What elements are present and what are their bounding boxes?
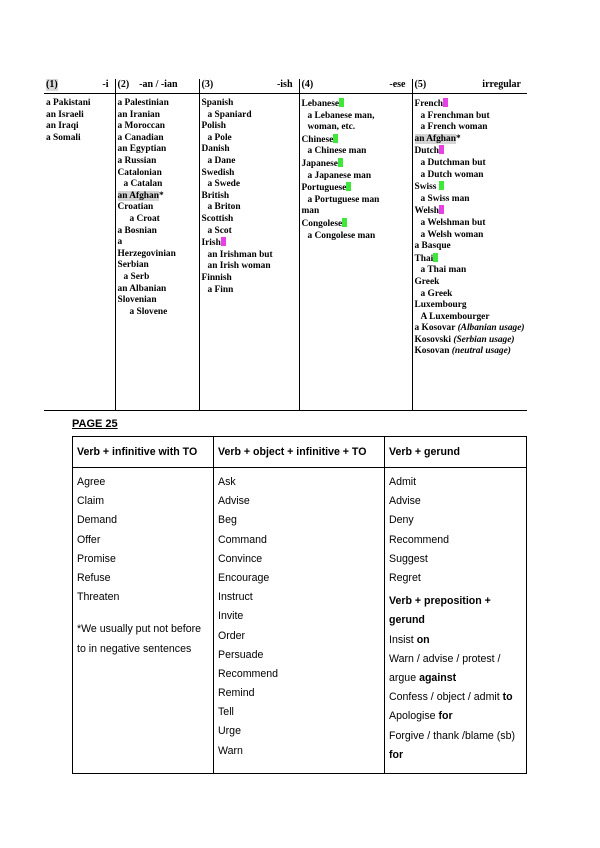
verb-item: Suggest (389, 552, 428, 565)
prep-verb: Insist (389, 633, 414, 646)
pink-highlight-mark (439, 205, 444, 214)
verb-item: Encourage (218, 571, 270, 584)
nationality-entry: a Croat (129, 213, 160, 224)
welsh-label: Welsh (414, 206, 439, 217)
nationality-entry: an Albanian (117, 283, 167, 294)
verb-item: Urge (218, 725, 241, 738)
nationality-entry: an Iranian (117, 109, 160, 120)
verb-item: Instruct (218, 591, 253, 604)
verb-item: Regret (389, 571, 421, 584)
nationality-entry-thai (415, 253, 526, 266)
col-number: (2) (117, 79, 130, 90)
nationality-entry: Serbian (117, 260, 149, 271)
col-i-cell (44, 94, 115, 411)
asterisk-mark: * (455, 133, 461, 144)
verb-item: Promise (77, 552, 116, 565)
nationality-entry: a Pole (207, 132, 232, 143)
green-highlight-mark (346, 182, 351, 191)
nationality-entry: a Scot (207, 225, 232, 236)
nationality-entry: a Swede (207, 179, 241, 190)
prep-verb: Apologise (389, 710, 436, 723)
congolese-label: Congolese (301, 218, 343, 229)
header-verb-object-infinitive: Verb + object + infinitive + TO (214, 437, 385, 468)
nationality-entry: a Basque (414, 241, 451, 252)
green-highlight-mark (439, 181, 444, 190)
verb-infinitive-cell (73, 468, 214, 774)
nationality-entry: a Pakistani (46, 98, 91, 108)
nationality-entry: a Dane (207, 155, 236, 166)
verb-item: Invite (218, 610, 244, 623)
verb-object-infinitive-cell (214, 468, 385, 774)
verb-item: Recommend (389, 533, 450, 546)
verb-item: Threaten (77, 591, 120, 604)
verb-item: Agree (77, 476, 106, 488)
nationality-entry: Slovenian (117, 295, 157, 306)
verb-item: Order (218, 629, 246, 642)
col-ish-cell (199, 94, 299, 411)
verb-item: Advise (389, 495, 421, 508)
col-suffix: -ish (276, 79, 293, 90)
col-header-1 (44, 79, 115, 94)
pink-highlight-mark (443, 98, 448, 107)
nationality-entry: Swedish (201, 167, 235, 178)
nationality-entry-irish (202, 237, 297, 250)
verb-item: Deny (389, 514, 414, 527)
nationality-entry: Greek (414, 276, 440, 287)
nationality-entry: man (301, 206, 320, 217)
usage-note: (Albanian usage) (457, 323, 525, 334)
nationality-entry-kosovski (415, 335, 526, 347)
portuguese-label: Portuguese (301, 183, 347, 194)
col-an-ian-cell (115, 94, 199, 411)
nationality-entry: Croatian (117, 202, 154, 213)
nationality-entry: Herzegovinian (117, 248, 176, 259)
nationality-entry: Spanish (201, 98, 234, 108)
verb-item: Remind (218, 687, 255, 700)
green-highlight-mark (433, 253, 438, 262)
nationality-entry: Catalonian (117, 167, 162, 178)
prep-item-confess (389, 688, 522, 707)
col-header-5 (412, 79, 527, 94)
nationality-entry: Scottish (201, 213, 234, 224)
nationality-header-row (44, 79, 527, 94)
verb-item: Claim (77, 495, 105, 508)
nationality-entry: a Lebanese man, (307, 110, 375, 121)
nationality-entry: a Serb (123, 271, 150, 282)
asterisk-mark: * (158, 190, 164, 201)
green-highlight-mark (338, 158, 343, 167)
nationality-entry: a Palestinian (117, 98, 169, 108)
nationality-entry-chinese (302, 134, 410, 147)
nationality-entry: a Chinese man (307, 146, 367, 157)
thai-label: Thai (414, 253, 434, 264)
nationality-entry: a French woman (420, 122, 488, 133)
nationality-entry: a (117, 237, 123, 248)
nationality-entry: a Russian (117, 155, 157, 166)
nationality-entry: a Finn (207, 284, 234, 295)
verb-item: Advise (218, 495, 250, 508)
nationality-body-row (44, 94, 527, 411)
verb-body-row (73, 468, 527, 774)
nationality-entry: a Moroccan (117, 121, 165, 132)
nationality-entry-congolese (302, 218, 410, 231)
preposition-gerund-heading: Verb + preposition + gerund (389, 595, 491, 627)
green-highlight-mark (342, 218, 347, 227)
afghan-highlight: an Afghan (117, 190, 159, 201)
header-verb-gerund: Verb + gerund (385, 437, 527, 468)
col-suffix: -ese (389, 79, 406, 90)
verb-item: Offer (77, 533, 101, 546)
nationality-entry: a Canadian (117, 132, 164, 143)
col-ese-cell (299, 94, 412, 411)
nationality-entry: a Dutchman but (420, 157, 486, 168)
nationality-entry: a Thai man (420, 265, 467, 276)
col-header-2 (115, 79, 199, 94)
nationality-entry: Finnish (201, 272, 232, 283)
preposition: on (416, 633, 430, 646)
verb-header-row (73, 437, 527, 468)
nationality-entry: a Portuguese man (307, 194, 380, 205)
col-header-4 (299, 79, 412, 94)
col-suffix: -an / -ian (139, 79, 178, 90)
nationality-table (44, 79, 527, 411)
nationality-entry: an Irishman but (207, 249, 273, 260)
header-verb-infinitive-to: Verb + infinitive with TO (73, 437, 214, 468)
col-number: (3) (201, 79, 214, 90)
prep-verb: Confess / object / admit (389, 691, 500, 704)
nationality-entry: a Congolese man (307, 230, 376, 241)
verb-table (72, 436, 527, 774)
nationality-entry: a Japanese man (307, 170, 372, 181)
nationality-entry: a Swiss man (420, 193, 470, 204)
nationality-entry: an Irish woman (207, 261, 271, 272)
nationality-entry-lebanese (302, 98, 410, 111)
verb-item: Admit (389, 476, 417, 488)
nationality-entry-welsh (415, 205, 526, 218)
preposition: for (389, 748, 404, 761)
nationality-entry: a Catalan (123, 179, 163, 190)
nationality-entry: Danish (201, 144, 230, 155)
negative-note: *We usually put not before to in negative sentences (77, 623, 202, 655)
dutch-label: Dutch (414, 146, 439, 157)
japanese-label: Japanese (301, 158, 338, 169)
col-suffix: irregular (482, 79, 521, 90)
chinese-label: Chinese (301, 134, 334, 145)
nationality-entry: woman, etc. (307, 122, 356, 133)
verb-item: Command (218, 533, 267, 546)
nationality-entry-afghan (118, 191, 197, 203)
nationality-entry: a Briton (207, 202, 241, 213)
kosovar-label: a Kosovar (414, 323, 456, 334)
nationality-entry-japanese (302, 158, 410, 171)
swiss-label: Swiss (414, 182, 437, 193)
nationality-entry: a Spaniard (207, 109, 252, 120)
nationality-entry: Polish (201, 121, 226, 132)
verb-item: Persuade (218, 648, 264, 661)
preposition: against (419, 671, 457, 684)
verb-item: Tell (218, 706, 234, 719)
nationality-entry-dutch (415, 145, 526, 158)
nationality-entry: a Welshman but (420, 217, 486, 228)
nationality-entry-swiss (415, 181, 526, 194)
verb-item: Convince (218, 552, 263, 565)
prep-item-warn (389, 650, 522, 688)
pink-highlight-mark (439, 145, 444, 154)
nationality-entry-kosovar (415, 323, 526, 335)
green-highlight-mark (339, 98, 344, 107)
col-number: (1) (46, 79, 58, 90)
kosovan-label: Kosovan (414, 346, 450, 357)
usage-note: (neutral usage) (451, 346, 511, 357)
col-suffix: -i (102, 79, 109, 90)
nationality-entry: a Frenchman but (420, 110, 490, 121)
nationality-entry: an Egyptian (117, 144, 167, 155)
nationality-entry: A Luxembourger (420, 311, 490, 322)
usage-note: (Serbian usage) (453, 334, 515, 345)
verb-item: Beg (218, 514, 237, 527)
prep-item-insist (389, 631, 522, 650)
prep-item-forgive (389, 727, 522, 765)
prep-verb: Forgive / thank /blame (sb) (389, 729, 515, 742)
prep-item-apologise (389, 707, 522, 726)
nationality-entry-portuguese (302, 182, 410, 195)
pink-highlight-mark (221, 237, 226, 246)
preposition: for (438, 710, 453, 723)
nationality-entry-french (415, 98, 526, 111)
nationality-entry-kosovan (415, 346, 526, 358)
nationality-entry: a Slovene (129, 306, 168, 317)
prep-verb: Warn / advise / protest / argue (389, 652, 501, 684)
nationality-entry: an Iraqi (46, 121, 79, 132)
col-number: (5) (414, 79, 427, 90)
verb-gerund-cell (385, 468, 527, 774)
nationality-entry: an Israeli (46, 109, 84, 120)
irish-label: Irish (201, 238, 221, 249)
french-label: French (414, 99, 443, 109)
nationality-entry: a Somali (46, 132, 81, 143)
col-irregular-cell (412, 94, 527, 411)
nationality-entry: Luxembourg (414, 300, 467, 311)
nationality-entry: a Bosnian (117, 225, 157, 236)
afghan-highlight: an Afghan (414, 133, 456, 144)
verb-item: Demand (77, 514, 118, 527)
nationality-entry: British (201, 190, 230, 201)
col-header-3 (199, 79, 299, 94)
page-label: PAGE 25 (72, 418, 118, 430)
verb-item: Refuse (77, 571, 111, 584)
verb-item: Ask (218, 476, 236, 488)
green-highlight-mark (333, 134, 338, 143)
preposition: to (502, 691, 513, 704)
kosovski-label: Kosovski (414, 334, 451, 345)
verb-item: Warn (218, 744, 243, 757)
col-number: (4) (301, 79, 314, 90)
verb-item: Recommend (218, 667, 279, 680)
nationality-entry-afghan (415, 134, 526, 146)
lebanese-label: Lebanese (301, 99, 339, 109)
nationality-entry: a Dutch woman (420, 169, 484, 180)
nationality-entry: a Greek (420, 288, 453, 299)
nationality-entry: a Welsh woman (420, 229, 484, 240)
